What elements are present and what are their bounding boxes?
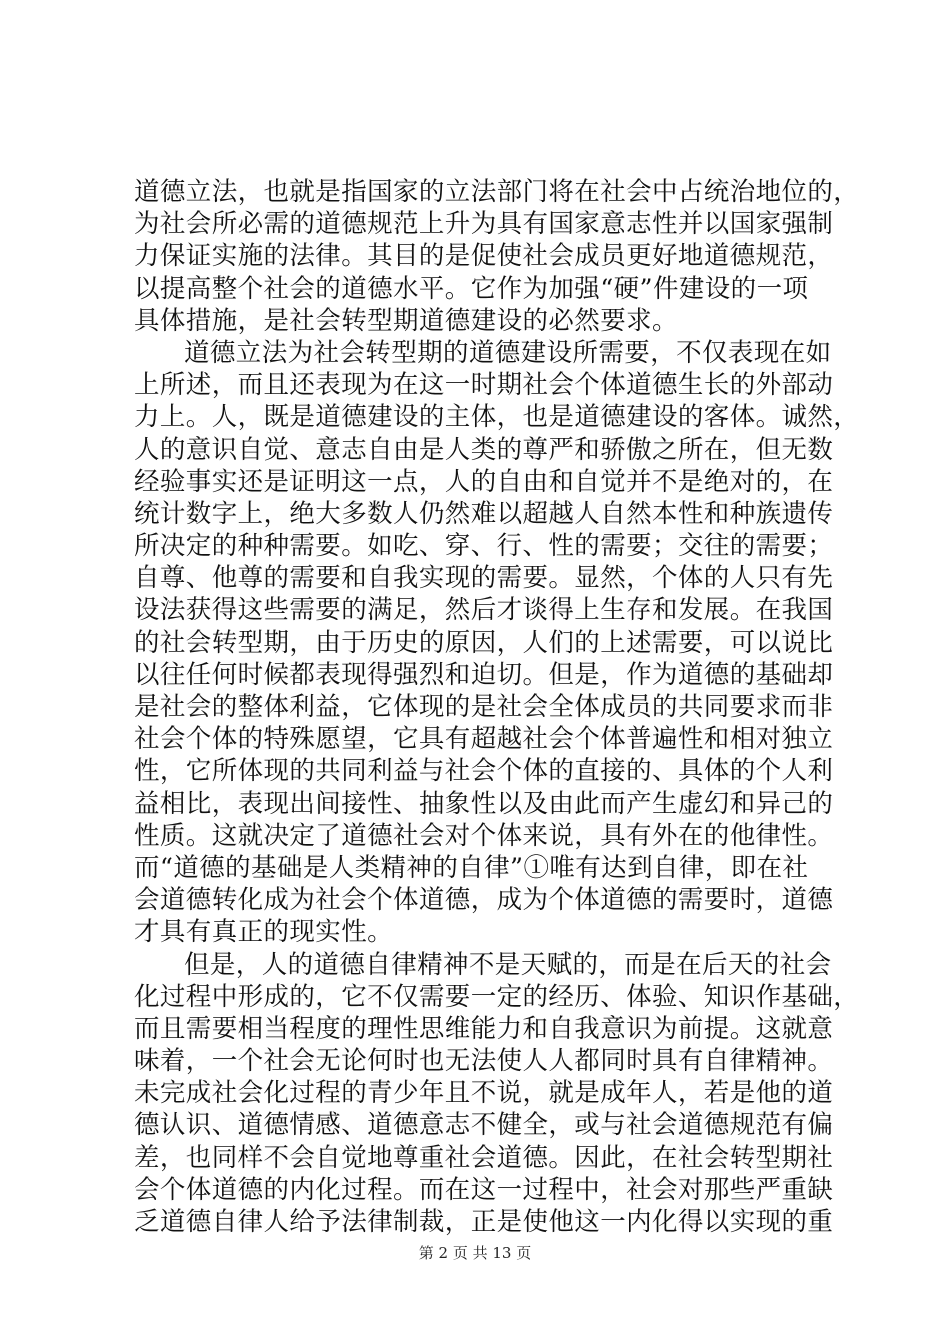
text-line: 所决定的种种需要。如吃、穿、行、性的需要；交往的需要； bbox=[134, 531, 834, 562]
text-line: 人的意识自觉、意志自由是人类的尊严和骄傲之所在，但无数 bbox=[134, 434, 834, 465]
text-line: 味着，一个社会无论何时也无法使人人都同时具有自律精神。 bbox=[134, 1046, 834, 1077]
text-line: 性质。这就决定了道德社会对个体来说，具有外在的他律性。 bbox=[134, 820, 834, 851]
page-number: 第 2 页 共 13 页 bbox=[418, 1244, 532, 1262]
text-line: 益相比，表现出间接性、抽象性以及由此而产生虚幻和异己的 bbox=[134, 788, 834, 819]
text-line: 力上。人，既是道德建设的主体，也是道德建设的客体。诚然， bbox=[134, 402, 860, 433]
text-line: 性，它所体现的共同利益与社会个体的直接的、具体的个人利 bbox=[134, 756, 834, 787]
text-line: 社会个体的特殊愿望，它具有超越社会个体普遍性和相对独立 bbox=[134, 724, 834, 755]
text-line: 自尊、他尊的需要和自我实现的需要。显然，个体的人只有先 bbox=[134, 563, 834, 594]
text-line: 上所述，而且还表现为在这一时期社会个体道德生长的外部动 bbox=[134, 370, 834, 401]
paragraph-start-line: 但是，人的道德自律精神不是天赋的，而是在后天的社会 bbox=[184, 949, 832, 980]
text-line: 的社会转型期，由于历史的原因，人们的上述需要，可以说比 bbox=[134, 627, 834, 658]
text-line: 道德立法，也就是指国家的立法部门将在社会中占统治地位的， bbox=[134, 177, 860, 207]
body-text bbox=[134, 176, 860, 1238]
text-line: 设法获得这些需要的满足，然后才谈得上生存和发展。在我国 bbox=[134, 595, 834, 626]
text-line: 而且需要相当程度的理性思维能力和自我意识为前提。这就意 bbox=[134, 1013, 834, 1044]
paragraph-start-line: 道德立法为社会转型期的道德建设所需要，不仅表现在如 bbox=[184, 337, 832, 368]
text-line: 以提高整个社会的道德水平。它作为加强“硬”件建设的一项 bbox=[134, 273, 809, 304]
text-line: 会道德转化成为社会个体道德，成为个体道德的需要时，道德 bbox=[134, 885, 834, 916]
text-line: 化过程中形成的，它不仅需要一定的经历、体验、知识作基础， bbox=[134, 981, 860, 1012]
text-line: 而“道德的基础是人类精神的自律”①唯有达到自律，即在社 bbox=[134, 852, 809, 883]
text-line: 会个体道德的内化过程。而在这一过程中，社会对那些严重缺 bbox=[134, 1174, 834, 1205]
text-line: 具体措施，是社会转型期道德建设的必然要求。 bbox=[134, 305, 678, 336]
text-line: 统计数字上，绝大多数人仍然难以超越人自然本性和种族遗传 bbox=[134, 498, 834, 529]
text-line: 力保证实施的法律。其目的是促使社会成员更好地道德规范， bbox=[134, 241, 834, 272]
text-line: 经验事实还是证明这一点，人的自由和自觉并不是绝对的，在 bbox=[134, 466, 834, 497]
text-line: 才具有真正的现实性。 bbox=[134, 917, 394, 948]
text-line: 以往任何时候都表现得强烈和迫切。但是，作为道德的基础却 bbox=[134, 659, 834, 690]
text-line: 德认识、道德情感、道德意志不健全，或与社会道德规范有偏 bbox=[134, 1110, 834, 1141]
text-line: 未完成社会化过程的青少年且不说，就是成年人，若是他的道 bbox=[134, 1078, 834, 1109]
text-line: 为社会所必需的道德规范上升为具有国家意志性并以国家强制 bbox=[134, 209, 834, 240]
text-line: 差，也同样不会自觉地尊重社会道德。因此，在社会转型期社 bbox=[134, 1142, 834, 1173]
text-line: 乏道德自律人给予法律制裁，正是使他这一内化得以实现的重 bbox=[134, 1207, 834, 1237]
text-line: 是社会的整体利益，它体现的是社会全体成员的共同要求而非 bbox=[134, 692, 834, 722]
